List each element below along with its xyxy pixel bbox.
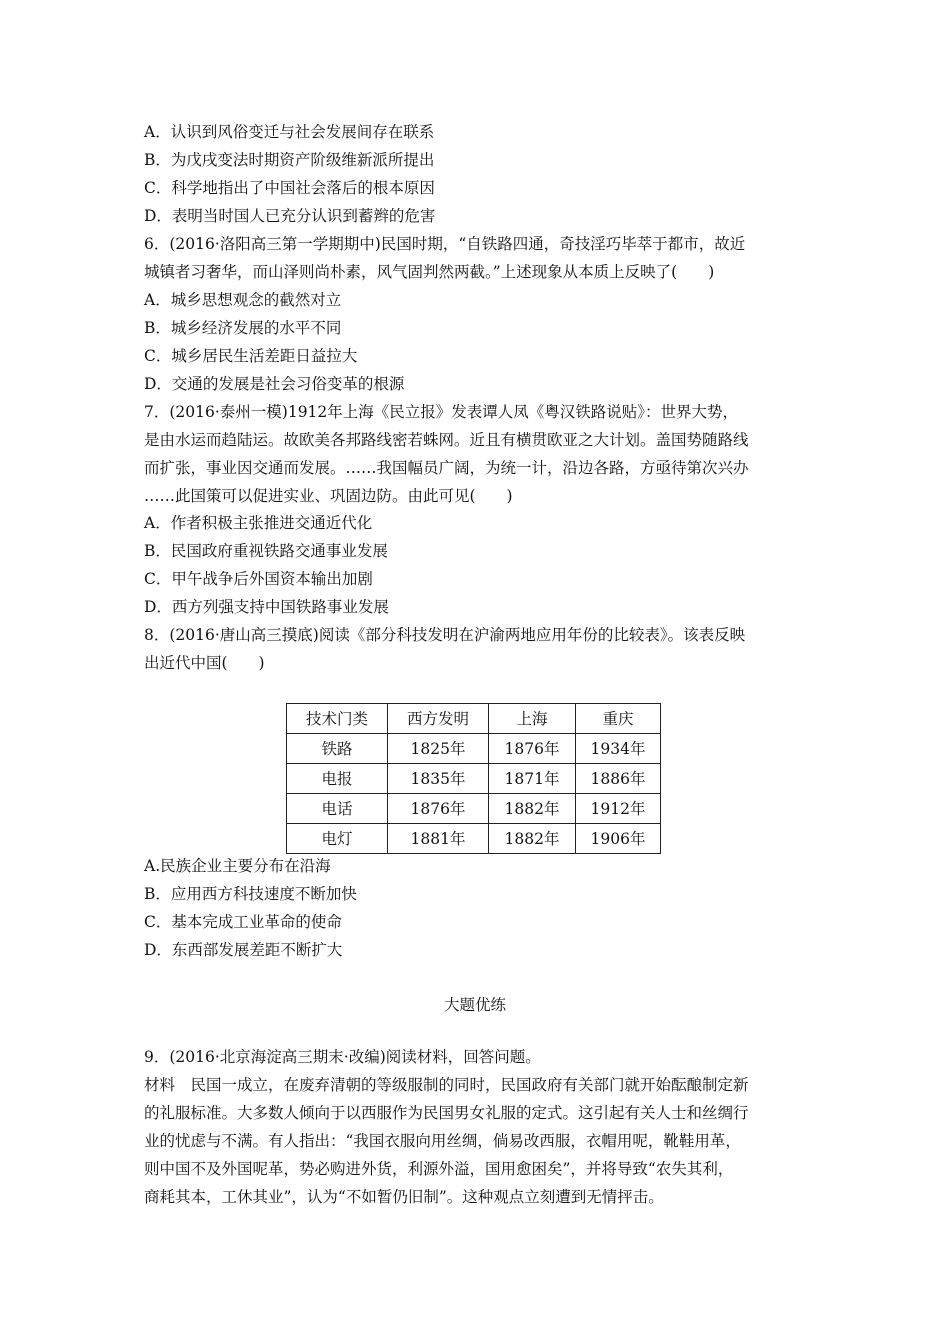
table-cell: 1871年	[489, 764, 576, 794]
q8-option-a: A.民族企业主要分布在沿海	[144, 857, 331, 875]
q7-option-b: B．民国政府重视铁路交通事业发展	[144, 542, 388, 560]
q9-material-line: 商耗其本，工休其业”，认为“不如暂仍旧制”。这种观点立刻遭到无情抨击。	[144, 1188, 664, 1206]
q7-stem-line: 是由水运而趋陆运。故欧美各邦路线密若蛛网。近且有横贯欧亚之大计划。盖国势随路线	[144, 431, 749, 449]
table-cell: 1934年	[576, 734, 661, 764]
table-cell: 1882年	[489, 824, 576, 854]
q6-option-b: B．城乡经济发展的水平不同	[144, 319, 342, 337]
q8-stem-line: 8．(2016·唐山高三摸底)阅读《部分科技发明在沪渝两地应用年份的比较表》。该表反映	[144, 626, 746, 644]
table-header-cell: 上海	[489, 704, 576, 734]
table-row	[287, 794, 661, 824]
q8-option-d: D．东西部发展差距不断扩大	[144, 941, 343, 959]
q5-option-b: B．为戊戌变法时期资产阶级维新派所提出	[144, 151, 435, 169]
q9-stem: 9．(2016·北京海淀高三期末·改编)阅读材料，回答问题。	[144, 1048, 541, 1066]
q6-stem-line: 城镇者习奢华，而山泽则尚朴素，风气固判然两截。”上述现象从本质上反映了( )	[144, 263, 715, 281]
q7-option-c: C．甲午战争后外国资本输出加剧	[144, 570, 373, 588]
q8-option-c: C．基本完成工业革命的使命	[144, 913, 342, 931]
q7-stem-line: ……此国策可以促进实业、巩固边防。由此可见( )	[144, 487, 513, 505]
q6-option-d: D．交通的发展是社会习俗变革的根源	[144, 375, 405, 393]
table-row	[287, 764, 661, 794]
table-cell: 1882年	[489, 794, 576, 824]
table-cell: 电报	[287, 764, 388, 794]
q5-option-a: A．认识到风俗变迁与社会发展间存在联系	[144, 123, 435, 141]
q7-option-d: D．西方列强支持中国铁路事业发展	[144, 598, 389, 616]
table-header-cell: 重庆	[576, 704, 661, 734]
table-cell: 电灯	[287, 824, 388, 854]
table-row	[287, 824, 661, 854]
table-header-cell: 西方发明	[388, 704, 489, 734]
section-title: 大题优练	[443, 996, 506, 1014]
q9-material-line: 材料 民国一成立，在废弃清朝的等级服制的同时，民国政府有关部门就开始酝酿制定新	[144, 1076, 749, 1094]
table-header-cell: 技术门类	[287, 704, 388, 734]
q9-material-line: 的礼服标准。大多数人倾向于以西服作为民国男女礼服的定式。这引起有关人士和丝绸行	[144, 1104, 749, 1122]
q8-option-b: B．应用西方科技速度不断加快	[144, 885, 357, 903]
q5-option-d: D．表明当时国人已充分认识到蓄辫的危害	[144, 207, 436, 225]
q7-stem-line: 而扩张，事业因交通而发展。……我国幅员广阔，为统一计，沿边各路，方亟待第次兴办	[144, 459, 749, 477]
table-cell: 1876年	[489, 734, 576, 764]
q9-material-line: 则中国不及外国呢革，势必购进外货，利源外溢，国用愈困矣”，并将导致“农失其利，	[144, 1160, 734, 1178]
q9-material-line: 业的忧虑与不满。有人指出：“我国衣服向用丝绸，倘易改西服，衣帽用呢，靴鞋用革，	[144, 1132, 741, 1150]
q5-option-c: C．科学地指出了中国社会落后的根本原因	[144, 179, 435, 197]
table-cell: 电话	[287, 794, 388, 824]
q8-stem-line: 出近代中国( )	[144, 654, 265, 672]
table-cell: 1876年	[388, 794, 489, 824]
table-cell: 1835年	[388, 764, 489, 794]
table-cell: 1825年	[388, 734, 489, 764]
comparison-table	[286, 703, 661, 854]
q7-option-a: A．作者积极主张推进交通近代化	[144, 514, 373, 532]
q7-stem-line: 7．(2016·泰州一模)1912年上海《民立报》发表谭人凤《粤汉铁路说贴》：世界大势，	[144, 403, 739, 421]
table-header-row	[287, 704, 661, 734]
table-cell: 1906年	[576, 824, 661, 854]
q6-option-a: A．城乡思想观念的截然对立	[144, 291, 342, 309]
q6-option-c: C．城乡居民生活差距日益拉大	[144, 347, 358, 365]
table-cell: 1886年	[576, 764, 661, 794]
table-cell: 1881年	[388, 824, 489, 854]
q6-stem-line: 6．(2016·洛阳高三第一学期期中)民国时期，“自铁路四通，奇技淫巧毕萃于都市，故近	[144, 235, 746, 253]
table-row	[287, 734, 661, 764]
table-cell: 1912年	[576, 794, 661, 824]
table-cell: 铁路	[287, 734, 388, 764]
